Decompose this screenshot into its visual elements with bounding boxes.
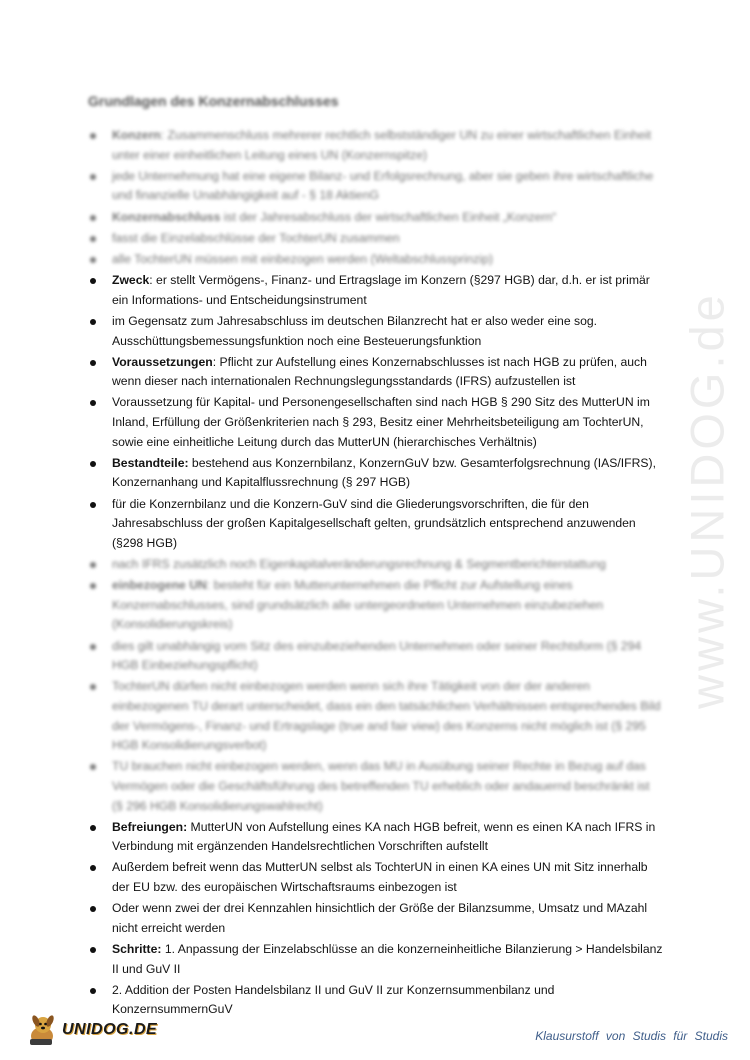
bullet-text: Voraussetzung für Kapital- und Personengesellschaften sind nach HGB § 290 Sitz des MutterUN im Inland, Erfüllung der Größenkriterien nach § 293, Besitz einer Mehrheitsbeteiligung am TochterUN, sowie eine einheitliche Leitung durch das MutterUN (hierarchisches Verhältnis) bbox=[112, 395, 650, 449]
bullet-text: TochterUN dürfen nicht einbezogen werden wenn sich ihre Tätigkeit von der der anderen einbezogenen TU derart unterscheidet, dass ein den tatsächlichen Verhältnissen entsprechendes Bild der Vermögens-, Finanz- und Ertragslage (true and fair view) des Konzerns nicht möglich ist (§ 295 HGB Konsolidierungsverbot) bbox=[112, 679, 661, 753]
bullet-item bbox=[88, 208, 663, 228]
bullet-lead: Konzernabschluss bbox=[112, 209, 221, 224]
bullet-text: : er stellt Vermögens-, Finanz- und Ertragslage im Konzern (§297 HGB) dar, d.h. er ist primär ein Informations- und Entscheidungsinstrument bbox=[112, 273, 650, 307]
bullet-text: Außerdem befreit wenn das MutterUN selbst als TochterUN in einen KA eines UN mit Sitz innerhalb der EU bzw. des europäischen Wirtschaftsraums einbezogen ist bbox=[112, 860, 648, 895]
bullet-text: bestehend aus Konzernbilanz, KonzernGuV bzw. Gesamterfolgsrechnung (IAS/IFRS), Konzernanhang und Kapitalflussrechnung (§ 297 HGB) bbox=[112, 455, 656, 490]
bullet-list bbox=[88, 126, 663, 1020]
bullet-text: im Gegensatz zum Jahresabschluss im deutschen Bilanzrecht hat er also weder eine sog. Ausschüttungsbemessungsfunktion noch eine Besteuerungsfunktion bbox=[112, 313, 598, 348]
bullet-item bbox=[88, 757, 663, 816]
bullet-item bbox=[88, 637, 663, 676]
bullet-lead: Bestandteile: bbox=[112, 455, 189, 470]
bullet-lead: Voraussetzungen bbox=[112, 354, 213, 369]
bullet-text: TU brauchen nicht einbezogen werden, wenn das MU in Ausübung seiner Rechte in Bezug auf das Vermögen oder die Geschäftsführung des betreffenden TU erheblich oder andauernd beschränkt ist (§ 296 HGB Konsolidierungswahlrecht) bbox=[112, 759, 650, 813]
bullet-lead: einbezogene UN bbox=[112, 578, 207, 593]
footer-tagline: Klausurstoff von Studis für Studis bbox=[535, 1029, 728, 1043]
bullet-item bbox=[88, 576, 663, 635]
dog-mascot-icon bbox=[22, 1012, 60, 1048]
bullet-item bbox=[88, 353, 663, 392]
watermark: www.UNIDOG.de bbox=[680, 291, 734, 709]
bullet-text: fasst die Einzelabschlüsse der TochterUN zusammen bbox=[112, 230, 400, 245]
bullet-item bbox=[88, 677, 663, 755]
bullet-text: 2. Addition der Posten Handelsbilanz II und GuV II zur Konzernsummenbilanz und KonzernsummernGuV bbox=[112, 982, 555, 1017]
bullet-text: nach IFRS zusätzlich noch Eigenkapitalveränderungsrechnung & Segmentberichterstattung bbox=[112, 557, 606, 571]
bullet-text: dies gilt unabhängig vom Sitz des einzubeziehenden Unternehmen oder seiner Rechtsform (§ 294 HGB Einbeziehungspflicht) bbox=[112, 638, 642, 673]
bullet-lead: Schritte: bbox=[112, 942, 162, 957]
bullet-text: ist der Jahresabschluss der wirtschaftlichen Einheit „Konzern“ bbox=[220, 209, 557, 224]
bullet-lead: Zweck bbox=[112, 273, 150, 288]
bullet-text: jede Unternehmung hat eine eigene Bilanz- und Erfolgsrechnung, aber sie geben ihre wirtschaftliche und finanzielle Unabhängigkeit auf - § 18 AktienG bbox=[112, 168, 654, 203]
bullet-item bbox=[88, 250, 663, 270]
bullet-item bbox=[88, 899, 663, 938]
bullet-lead: Befreiungen: bbox=[112, 819, 188, 834]
bullet-text: Oder wenn zwei der drei Kennzahlen hinsichtlich der Größe der Bilanzsumme, Umsatz und MAzahl nicht erreicht werden bbox=[112, 901, 648, 935]
bullet-text: : Zusammenschluss mehrerer rechtlich selbstständiger UN zu einer wirtschaftlichen Einheit unter einer einheitlichen Leitung eines UN (Konzernspitze) bbox=[112, 128, 652, 162]
bullet-text: MutterUN von Aufstellung eines KA nach HGB befreit, wenn es einen KA nach IFRS in Verbindung mit ergänzenden Handelsrechtlichen Vorschriften aufstellt bbox=[112, 819, 656, 854]
document-title: Grundlagen des Konzernabschlusses bbox=[88, 93, 339, 109]
bullet-text: : Pflicht zur Aufstellung eines Konzernabschlusses ist nach HGB zu prüfen, auch wenn dieser nach internationalen Rechnungslegungsstandards (IFRS) aufzustellen ist bbox=[112, 354, 647, 389]
footer-logo bbox=[22, 1012, 157, 1048]
bullet-item bbox=[88, 229, 663, 249]
bullet-lead: Konzern bbox=[112, 128, 161, 142]
logo-text: UNIDOG.DE bbox=[62, 1021, 158, 1038]
bullet-item bbox=[88, 126, 663, 165]
bullet-item bbox=[88, 981, 663, 1020]
bullet-item bbox=[88, 555, 663, 575]
bullet-text: 1. Anpassung der Einzelabschlüsse an die konzerneinheitliche Bilanzierung > Handelsbilanz II und GuV II bbox=[112, 942, 663, 976]
bullet-text: für die Konzernbilanz und die Konzern-GuV sind die Gliederungsvorschriften, die für den Jahresabschluss der großen Kapitalgesellschaft gelten, grundsätzlich entsprechend anzuwenden (§298 HGB) bbox=[112, 496, 636, 550]
bullet-text: alle TochterUN müssen mit einbezogen werden (Weltabschlussprinzip) bbox=[112, 251, 493, 266]
bullet-item bbox=[88, 495, 663, 554]
bullet-item bbox=[88, 818, 663, 857]
bullet-item bbox=[88, 858, 663, 897]
bullet-item bbox=[88, 271, 663, 310]
bullet-item bbox=[88, 393, 663, 452]
bullet-item bbox=[88, 167, 663, 206]
bullet-item bbox=[88, 454, 663, 493]
bullet-text: : besteht für ein Mutterunternehmen die Pflicht zur Aufstellung eines Konzernabschlusses, sind grundsätzlich alle untergeordneten Unternehmen einzubeziehen (Konsolidierungskreis) bbox=[112, 578, 604, 632]
bullet-item bbox=[88, 940, 663, 979]
bullet-item bbox=[88, 312, 663, 351]
